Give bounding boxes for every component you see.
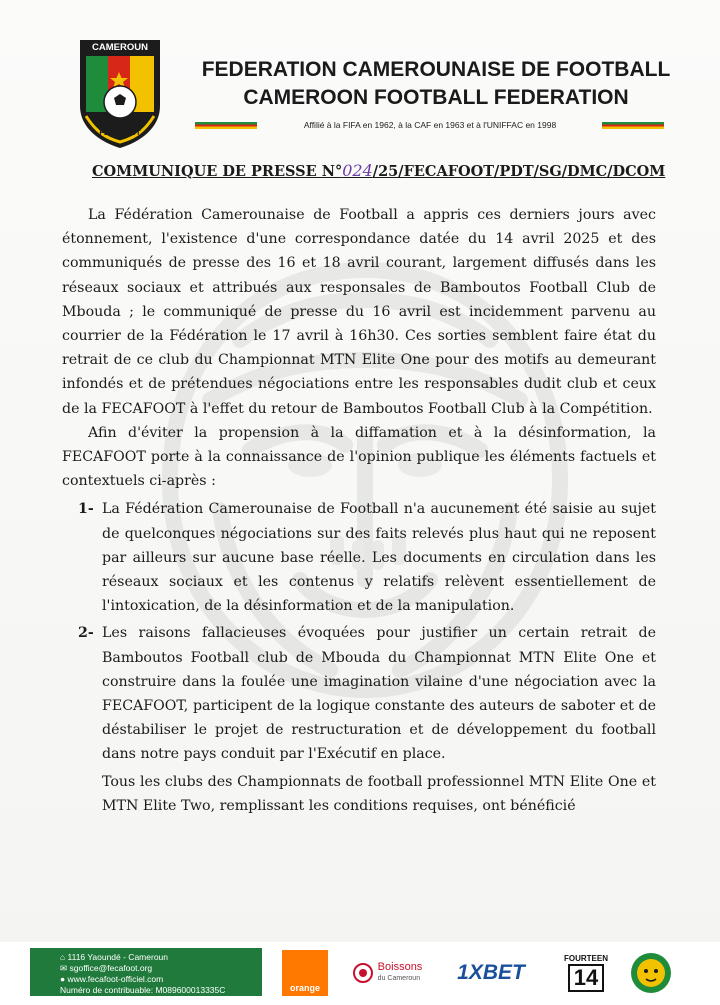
- paragraph-purpose: Afin d'éviter la propension à la diffamation et à la désinformation, la FECAFOOT porte à la connaissance de l'opinion publique les éléments factuels et contextuels ci-après :: [62, 424, 656, 490]
- sponsor-lion-crest: [628, 950, 674, 996]
- sponsor-orange-logo: [282, 950, 328, 996]
- address-line: ⌂ 1116 Yaoundé - Cameroun: [60, 952, 168, 962]
- boissons-line1: Boissons: [377, 961, 423, 973]
- list-item: [62, 497, 656, 618]
- xbet-text: 1XBET: [457, 961, 525, 984]
- address-text: 1116 Yaoundé - Cameroun: [67, 952, 168, 962]
- handwritten-number: 024: [342, 161, 373, 180]
- list-item-number: 1-: [78, 501, 94, 518]
- orange-text: orange: [289, 983, 320, 993]
- title-french: FEDERATION CAMEROUNAISE DE FOOTBALL: [201, 58, 671, 81]
- boissons-emblem-icon: [352, 962, 374, 984]
- reference-prefix: COMMUNIQUE DE PRESSE N°: [92, 163, 343, 180]
- paragraph-clubs: Tous les clubs des Championnats de football professionnel MTN Elite One et MTN Elite Two, remplissant les conditions requises, ont bénéficié: [102, 773, 656, 814]
- list-item-text: Les raisons fallacieuses évoquées pour justifier un certain retrait de Bamboutos Football club de Mbouda du Championnat MTN Elite One et construire dans la foulée une imagination vilaine d'une négociation avec la FECAFOOT, participent de la logique constante des auteurs de saboter et de déstabiliser le projet de restructuration et de développement du football dans notre pays conduit par l'Exécutif en place.: [102, 625, 656, 763]
- lion-crest-icon: [629, 951, 673, 995]
- sponsor-1xbet-logo: [440, 950, 542, 996]
- flag-stripe-left: [195, 122, 257, 129]
- list-item: [62, 621, 656, 766]
- sponsor-boissons-logo: [342, 950, 432, 996]
- sponsor-fourteen-logo: [556, 950, 616, 996]
- fourteen-text: FOURTEEN: [564, 954, 608, 963]
- reference-suffix: /25/FECAFOOT/PDT/SG/DMC/DCOM: [372, 163, 666, 180]
- logo-country-text: CAMEROUN: [92, 42, 148, 53]
- numbered-list: [62, 497, 656, 766]
- boissons-text: [378, 962, 423, 984]
- logo-abbr-text: FECAFOOT: [99, 128, 141, 137]
- federation-title: [196, 56, 676, 112]
- fourteen-mark: 14: [568, 964, 604, 992]
- website-line: ● www.fecafoot-officiel.com: [60, 974, 164, 984]
- press-release-reference: [92, 161, 666, 180]
- taxpayer-line: Numéro de contribuable: M089600013335C: [60, 985, 226, 995]
- list-item-number: 2-: [78, 625, 94, 642]
- website-link[interactable]: www.fecafoot-officiel.com: [67, 974, 164, 984]
- email-link[interactable]: sgoffice@fecafoot.org: [69, 963, 153, 973]
- boissons-line2: du Cameroun: [377, 975, 421, 982]
- communique-body: [62, 203, 656, 818]
- paragraph-intro: La Fédération Camerounaise de Football a appris ces derniers jours avec étonnement, l'existence d'une correspondance datée du 14 avril 2025 et des communiqués de presse des 16 et 18 avril courant, largement diffusés dans les réseaux sociaux et attribués aux responsales de Bamboutos Football Club de Mbouda ; le communiqué de presse du 16 avril est incidemment parvenu au courrier de la Fédération le 17 avril à 16h30. Ces sorties semblent faire état du retrait de ce club du Championnat MTN Elite One pour des motifs au demeurant infondés et de prétendues négociations entre les responsables dudit club et ceux de la FECAFOOT à l'effet du retour de Bamboutos Football Club à la Compétition.: [62, 207, 656, 417]
- email-line: ✉ sgoffice@fecafoot.org: [60, 963, 153, 973]
- list-item-text: La Fédération Camerounaise de Football n'a aucunement été saisie au sujet de quelconques négociations sur des faits relevés plus haut qui ne reposent par ailleurs sur aucune base réelle. Les documents en circulation dans les réseaux sociaux et les contenus y relatifs relèvent essentiellement de l'intoxication, de la désinformation et de la manipulation.: [102, 501, 656, 615]
- contact-block: [30, 948, 262, 996]
- affiliation-text: Affilié à la FIFA en 1962, à la CAF en 1963 et à l'UNIFFAC en 1998: [303, 120, 557, 130]
- flag-stripe-right: [602, 122, 664, 129]
- title-english: CAMEROON FOOTBALL FEDERATION: [243, 86, 629, 109]
